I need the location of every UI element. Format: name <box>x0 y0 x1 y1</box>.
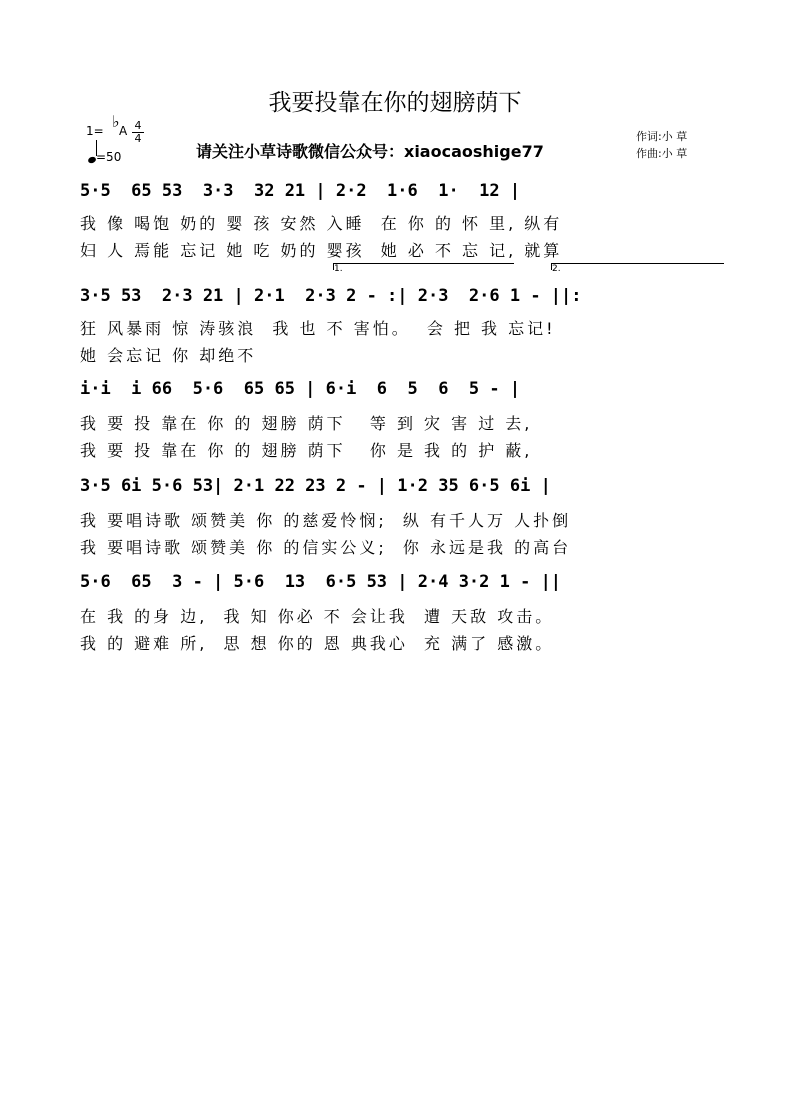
key-prefix: 1= <box>86 124 104 138</box>
song-title: 我要投靠在你的翅膀荫下 <box>268 90 522 116</box>
volta-2: 2. <box>551 263 724 270</box>
lyric-line: 我 要 投 靠在 你 的 翅膀 荫下 等 到 灾 害 过 去, <box>80 414 533 433</box>
lyric-line: 我 要唱诗歌 颂赞美 你 的慈爱怜悯; 纵 有千人万 人扑倒 <box>80 511 572 530</box>
lyric-line: 我 要唱诗歌 颂赞美 你 的信实公义; 你 永远是我 的高台 <box>80 538 572 557</box>
wechat-notice: 请关注小草诗歌微信公众号：xiaocaoshige77 <box>196 142 544 161</box>
lyric-line: 我 的 避难 所, 思 想 你的 恩 典我心 充 满了 感激。 <box>80 634 555 653</box>
lyric-line: 在 我 的身 边, 我 知 你必 不 会让我 遭 天敌 攻击。 <box>80 607 555 626</box>
lyric-line: 我 要 投 靠在 你 的 翅膀 荫下 你 是 我 的 护 蔽, <box>80 441 533 460</box>
lyric-line: 妇 人 焉能 忘记 她 吃 奶的 婴孩 她 必 不 忘 记, 就算 <box>80 241 563 260</box>
lyric-line: 狂 风暴雨 惊 涛骇浪 我 也 不 害怕。 会 把 我 忘记! <box>80 319 556 338</box>
meter-top: 4 <box>134 119 142 132</box>
notation-line: 3·5 6i 5·6 53| 2·1 22 23 2 - | 1·2 35 6·5 6i | <box>80 476 551 496</box>
flat-sign: ♭ <box>112 112 120 131</box>
volta-1: 1. <box>333 263 514 270</box>
notation-line: 3·5 53 2·3 21 | 2·1 2·3 2 - :| 2·3 2·6 1 - ||: <box>80 286 582 306</box>
meter-bottom: 4 <box>132 132 144 145</box>
time-signature <box>132 120 144 145</box>
notation-line: 5·6 65 3 - | 5·6 13 6·5 53 | 2·4 3·2 1 - || <box>80 572 562 592</box>
tempo-value: =50 <box>96 150 122 164</box>
notation-line: i·i i 66 5·6 65 65 | 6·i 6 5 6 5 - | <box>80 379 521 399</box>
composer-credit: 作曲:小 草 <box>636 147 688 160</box>
key-letter: A <box>119 124 128 138</box>
lyricist-credit: 作词:小 草 <box>636 130 688 143</box>
lyric-line: 我 像 喝饱 奶的 婴 孩 安然 入睡 在 你 的 怀 里, 纵有 <box>80 214 563 233</box>
tempo-marking <box>88 150 121 164</box>
notation-line: 5·5 65 53 3·3 32 21 | 2·2 1·6 1· 12 | <box>80 181 521 201</box>
lyric-line: 她 会忘记 你 却绝不 <box>80 346 257 365</box>
